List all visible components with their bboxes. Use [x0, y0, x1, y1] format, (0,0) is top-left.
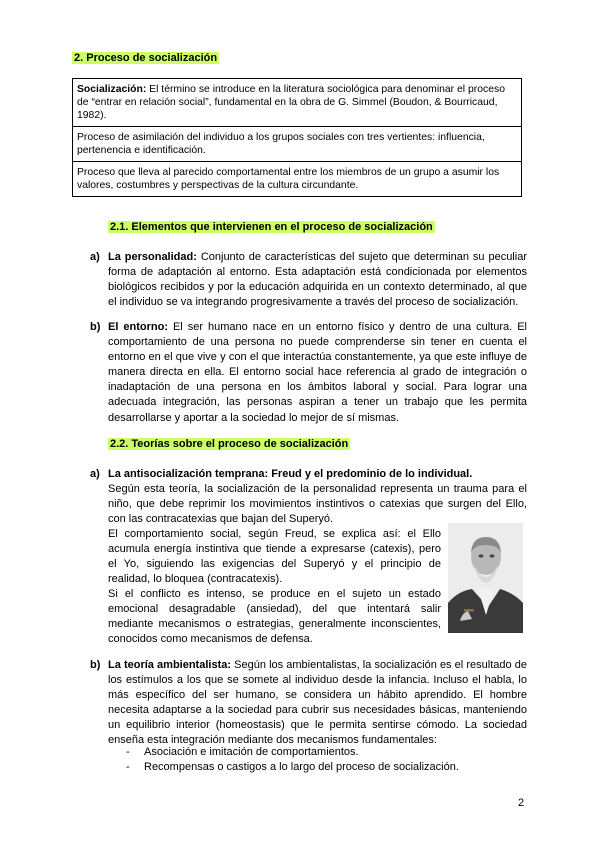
definition-row	[73, 162, 522, 197]
definition-row	[73, 127, 522, 162]
list-marker: a)	[90, 468, 100, 480]
list-marker: a)	[90, 251, 100, 263]
theory-environmentalist	[90, 658, 527, 749]
element-personality	[90, 250, 527, 310]
theory-term: La teoría ambientalista:	[108, 659, 232, 671]
theory-text: Según los ambientalistas, la socialización es el resultado de los estímulos a los que se somete al individuo desde la infancia. Incluso el habla, lo más específico del ser humano, se considera un hábito aprendido. El hombre necesita adaptarse a la sociedad para cubrir sus necesidades básicas, manteniendo un equilibrio interior (homeostasis) que le permita sentirse cómodo. La sociedad enseña esta integración mediante dos mecanismos fundamentales:	[108, 659, 527, 747]
element-term: La personalidad:	[108, 251, 197, 263]
freud-portrait-image	[448, 523, 523, 633]
element-body	[108, 320, 527, 426]
element-text: Conjunto de características del sujeto que determinan su peculiar forma de adaptación al entorno. Esta adaptación está condicionada por elementos biológicos recibidos y por la educación adquirida en un contexto determinado, al que el individuo se va integrando progresivamente a través del proceso de socialización.	[108, 251, 527, 309]
definition-text: El término se introduce en la literatura sociológica para denominar el proceso de “entrar en relación social”, fundamental en la obra de G. Simmel (Boudon, & Bourricaud, 1982).	[77, 84, 505, 121]
list-marker: b)	[90, 321, 101, 333]
theory-paragraph: Según esta teoría, la socialización de la personalidad representa un trauma para el niño, que debe reprimir los movimientos instintivos o catexias que surgen del Ello, con las contracatexias que bajan del Superyó.	[108, 483, 527, 526]
mechanisms-list	[126, 745, 459, 775]
element-text: El ser humano nace en un entorno físico y dentro de una cultura. El comportamiento de una persona no puede comprenderse sin tener en cuenta el entorno en el que vive y con el que interactúa constantemente, ya que este influye de manera directa en ella. El entorno social hace referencia al grado de integración o inadaptación de una persona en los ámbitos laboral y social. Para lograr una adecuada integración, las personas aspiran a tener un trabajo que les permita desarrollarse y aportar a la sociedad lo mejor de sí mismas.	[108, 321, 527, 424]
definition-row	[73, 79, 522, 127]
subsection-title-theories: 2.2. Teorías sobre el proceso de socialización	[110, 438, 349, 450]
list-item: - Asociación e imitación de comportamientos.	[126, 745, 459, 760]
theory-body	[108, 658, 527, 749]
dash-marker: -	[126, 761, 130, 774]
definitions-table	[72, 78, 522, 197]
theory-heading: La antisocialización temprana: Freud y el predominio de lo individual.	[108, 468, 473, 480]
list-marker: b)	[90, 659, 101, 671]
definition-cell: Proceso de asimilación del individuo a los grupos sociales con tres vertientes: influencia, pertenencia e identificación.	[73, 127, 522, 162]
element-body	[108, 250, 527, 310]
element-term: El entorno:	[108, 321, 168, 333]
section-title: 2. Proceso de socialización	[74, 52, 218, 64]
theory-paragraph: El comportamiento social, según Freud, se explica así: el Ello acumula energía instintiva que tiende a expresarse (catexis), pero el Yo, siguiendo las exigencias del Superyó y el principio de realidad, lo bloquea (contracatexis).	[108, 528, 441, 586]
portrait-drawing	[448, 523, 523, 633]
dash-marker: -	[126, 746, 130, 758]
element-environment	[90, 320, 527, 426]
page-number: 2	[518, 797, 525, 809]
theory-paragraph: Si el conflicto es intenso, se produce en el sujeto un estado emocional desagradable (ansiedad), del que intentará salir mediante mecanismos o estrategias, generalmente inconscientes, conocidos como mecanismos de defensa.	[108, 588, 441, 646]
subsection-title-elements: 2.1. Elementos que intervienen en el proceso de socialización	[110, 221, 433, 233]
theory-freud-heading	[90, 467, 527, 482]
list-item: - Recompensas o castigos a lo largo del proceso de socialización.	[126, 760, 459, 775]
definition-term: Socialización:	[77, 84, 147, 95]
definition-cell: Proceso que lleva al parecido comportamental entre los miembros de un grupo a asumir los valores, costumbres y perspectivas de la cultura circundante.	[73, 162, 522, 197]
definition-cell	[73, 79, 522, 127]
